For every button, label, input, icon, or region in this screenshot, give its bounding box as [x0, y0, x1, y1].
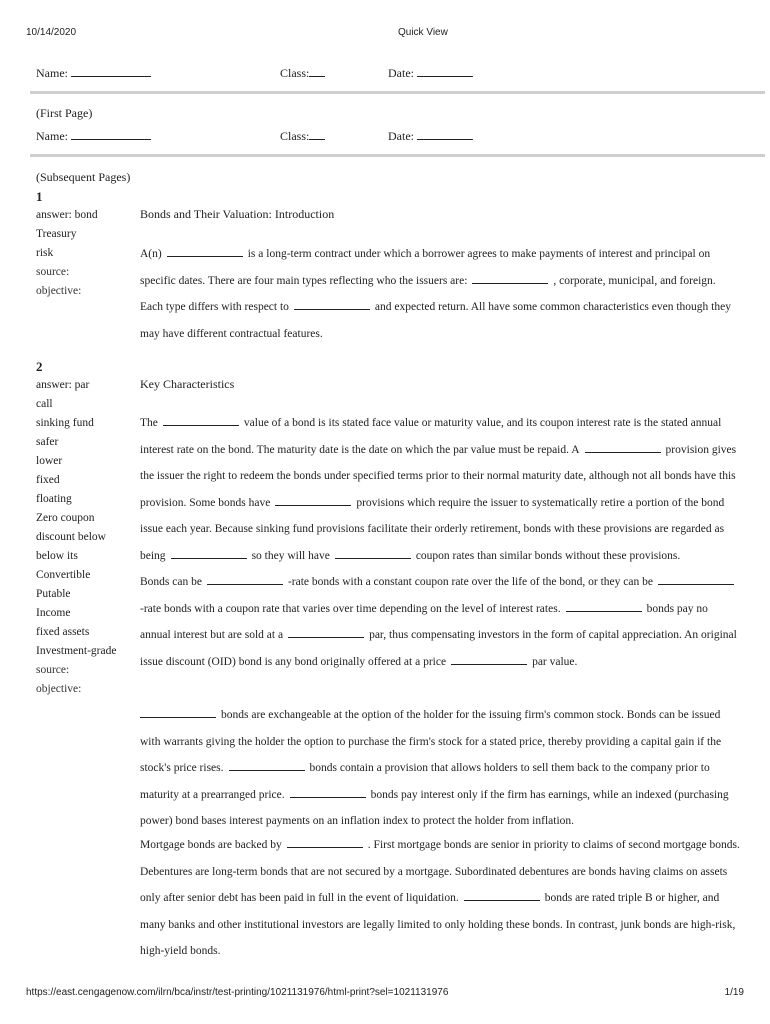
question-1-answer-column	[36, 187, 98, 301]
subsequent-pages-label: (Subsequent Pages)	[36, 170, 131, 184]
source-label: source:	[36, 266, 70, 278]
text-segment: value of a bond is its stated face value or maturity value, and its coupon interest rate is the stated annual interest rate on the bond. The maturity date is the date on which the par value must be repaid. A	[140, 417, 722, 456]
answer-item: discount below	[36, 531, 106, 543]
answer-blank	[464, 890, 540, 901]
question-2-paragraph-3	[140, 702, 740, 835]
text-segment: bonds are rated triple B or higher, and many banks and other institutional investors are legally limited to only holding these bonds. In contrast, junk bonds are high-risk, high-yield bonds.	[140, 892, 736, 957]
answer-blank	[163, 415, 239, 426]
divider	[30, 91, 765, 94]
name-label: Name:	[36, 129, 68, 143]
text-segment: -rate bonds with a constant coupon rate over the life of the bond, or they can be	[287, 576, 653, 588]
answer-item: answer: par	[36, 379, 90, 391]
text-segment: The	[140, 417, 158, 429]
answer-blank	[171, 548, 247, 559]
answer-item: Investment-grade	[36, 645, 117, 657]
name-blank	[71, 129, 151, 140]
date-label: Date:	[388, 66, 414, 80]
answer-blank	[290, 787, 366, 798]
class-label: Class:	[280, 129, 310, 143]
answer-blank	[207, 574, 283, 585]
question-number: 1	[36, 189, 43, 204]
question-2-paragraph-4	[140, 832, 740, 965]
text-segment: bonds contain a provision that allows holders to sell them back to the company prior to maturity at a prearranged price.	[140, 762, 710, 801]
answer-blank	[229, 760, 305, 771]
class-field	[280, 129, 325, 144]
answer-blank	[287, 837, 363, 848]
text-segment: par value.	[532, 655, 578, 668]
source-label: source:	[36, 664, 70, 676]
answer-item: Treasury	[36, 228, 77, 240]
answer-blank	[275, 495, 351, 506]
name-blank	[71, 66, 151, 77]
print-title: Quick View	[398, 27, 448, 38]
text-segment: bonds pay interest only if the firm has earnings, while an indexed (purchasing power) bond bases interest payments on an inflation index to protect the holder from inflation.	[140, 788, 729, 827]
text-segment: -rate bonds with a coupon rate that varies over time depending on the level of interest rates.	[140, 602, 561, 615]
answer-item: risk	[36, 247, 54, 259]
answer-item: fixed	[36, 474, 60, 486]
name-label: Name:	[36, 66, 68, 80]
text-segment: , corporate, municipal, and foreign. Each type differs with respect to	[140, 274, 716, 313]
answer-item: below its	[36, 550, 78, 562]
date-field	[388, 66, 473, 81]
objective-label: objective:	[36, 683, 82, 695]
date-blank	[417, 66, 473, 77]
divider	[30, 154, 765, 157]
text-segment: and expected return. All have some common characteristics even though they may have different contractual features.	[140, 301, 731, 340]
text-segment: provision gives the issuer the right to redeem the bonds under specified terms prior to their normal maturity date, although not all bonds have this provision. Some bonds have	[140, 443, 737, 509]
answer-blank	[140, 707, 216, 718]
answer-blank	[585, 442, 661, 453]
class-blank	[309, 129, 325, 140]
answer-item: call	[36, 398, 53, 410]
answer-blank	[451, 654, 527, 665]
answer-item: Income	[36, 607, 71, 619]
date-blank	[417, 129, 473, 140]
text-segment: Mortgage bonds are backed by	[140, 839, 282, 851]
text-segment: . First mortgage bonds are senior in priority to claims of second mortgage bonds. Debentures are long-term bonds that are not secured by a mortgage. Subordinated debentures are bonds having claims on assets only after senior debt has been paid in full in the event of liquidation.	[140, 839, 740, 904]
answer-blank	[294, 299, 370, 310]
answer-item: safer	[36, 436, 59, 448]
text-segment: is a long-term contract under which a borrower agrees to make payments of interest and principal on specific dates. There are four main types reflecting who the issuers are:	[140, 248, 711, 287]
answer-blank	[566, 601, 642, 612]
question-number: 2	[36, 359, 43, 374]
question-2-paragraph-2	[140, 569, 740, 675]
answer-blank	[288, 627, 364, 638]
answer-blank	[335, 548, 411, 559]
objective-label: objective:	[36, 285, 82, 297]
question-1-paragraph	[140, 241, 740, 347]
text-segment: par, thus compensating investors in the form of capital appreciation. An original issue discount (OID) bond is any bond originally offered at a price	[140, 629, 737, 668]
answer-item: answer: bond	[36, 209, 98, 221]
answer-item: sinking fund	[36, 417, 94, 429]
text-segment: A(n)	[140, 248, 162, 260]
name-field	[36, 66, 151, 81]
question-2-answer-column	[36, 357, 116, 699]
first-page-label: (First Page)	[36, 106, 93, 120]
answer-blank	[472, 273, 548, 284]
text-segment: coupon rates than similar bonds without these provisions.	[415, 549, 681, 562]
question-2-paragraph-1	[140, 410, 740, 569]
question-2-heading: Key Characteristics	[140, 377, 235, 391]
answer-blank	[658, 574, 734, 585]
date-label: Date:	[388, 129, 414, 143]
class-blank	[309, 66, 325, 77]
answer-item: Zero coupon	[36, 512, 95, 524]
page-url: https://east.cengagenow.com/ilrn/bca/instr/test-printing/1021131976/html-print?sel=1021131976	[26, 987, 449, 998]
answer-item: Putable	[36, 588, 71, 600]
answer-item: floating	[36, 493, 72, 505]
class-label: Class:	[280, 66, 310, 80]
answer-blank	[167, 246, 243, 257]
question-1-heading: Bonds and Their Valuation: Introduction	[140, 207, 335, 221]
text-segment: Bonds can be	[140, 576, 202, 588]
answer-item: lower	[36, 455, 63, 467]
print-date: 10/14/2020	[26, 27, 77, 38]
page-number: 1/19	[724, 987, 744, 998]
name-field	[36, 129, 151, 144]
answer-item: Convertible	[36, 569, 91, 581]
text-segment: provisions which require the issuer to systematically retire a portion of the bond issue each year. Because sinking fund provisions facilitate their orderly retirement, bonds with these provisions are regarded as being	[140, 496, 725, 562]
text-segment: bonds are exchangeable at the option of the holder for the issuing firm's common stock. Bonds can be issued with warrants giving the holder the option to purchase the firm's stock for a stated price, thereby providing a capital gain if the stock's price rises.	[140, 709, 722, 774]
answer-item: fixed assets	[36, 626, 90, 638]
class-field	[280, 66, 325, 81]
date-field	[388, 129, 473, 144]
text-segment: bonds pay no annual interest but are sold at a	[140, 602, 708, 641]
text-segment: so they will have	[251, 549, 330, 562]
